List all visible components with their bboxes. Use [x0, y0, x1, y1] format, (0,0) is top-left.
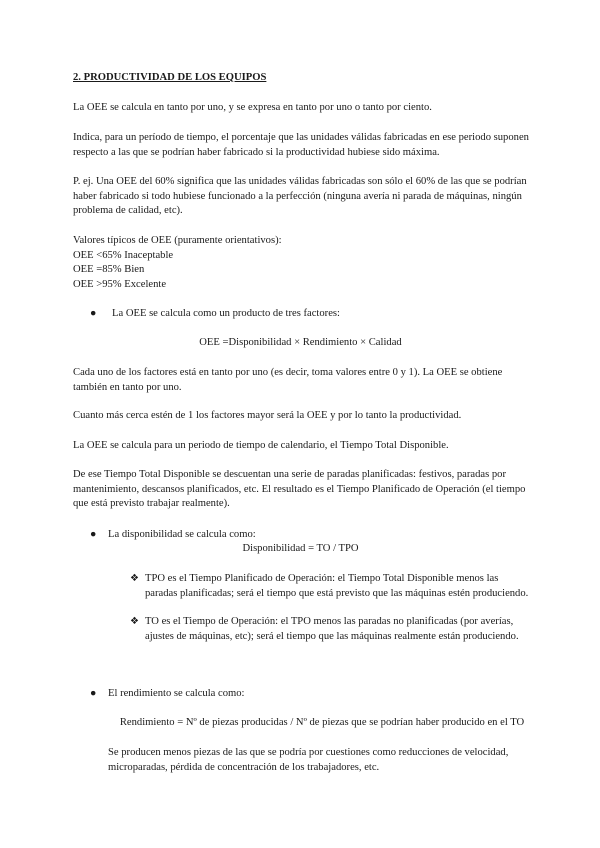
value-unacceptable: OEE <65% Inaceptable	[73, 249, 174, 261]
paragraph-example: P. ej. Una OEE del 60% significa que las unidades válidas fabricadas son sólo el 60% de las que se podrían haber fabricado si todo hubiese funcionado a la perfección (ninguna avería ni parada de máquinas, ningún problema de calidad, etc).	[73, 176, 527, 216]
paragraph-rendimiento: Se producen menos piezas de las que se podría por cuestiones como reducciones de velocidad, microparadas, pérdida de concentración de los trabajadores, etc.	[108, 747, 509, 773]
paragraph-periodo: La OEE se calcula para un periodo de tiempo de calendario, el Tiempo Total Disponible.	[73, 440, 449, 451]
diamond-bullet-icon: ❖	[130, 616, 139, 627]
sub-item-to-text: TO es el Tiempo de Operación: el TPO menos las paradas no planificadas (por averías, ajustes de máquinas, etc); será el tiempo que las máquinas realmente están produciendo.	[145, 616, 519, 642]
bullet-rendimiento-text: El rendimiento se calcula como:	[108, 688, 245, 699]
formula-rendimiento: Rendimiento = Nº de piezas producidas / Nº de piezas que se podrían haber producido en el TO	[119, 717, 525, 728]
value-excellent: OEE >95% Excelente	[73, 278, 167, 290]
formula-oee: OEE =Disponibilidad × Rendimiento × Calidad	[199, 337, 402, 348]
bullet-factores-text: La OEE se calcula como un producto de tres factores:	[112, 308, 340, 319]
bullet-icon: ●	[90, 529, 97, 540]
paragraph-cada: Cada uno de los factores está en tanto por uno (es decir, toma valores entre 0 y 1). La OEE se obtiene también en tanto por uno.	[73, 367, 503, 393]
typical-values-title: Valores típicos de OEE (puramente orientativos):	[73, 235, 282, 246]
formula-disponibilidad: Disponibilidad = TO / TPO	[242, 543, 359, 554]
section-heading: 2. PRODUCTIVIDAD DE LOS EQUIPOS	[73, 72, 267, 83]
paragraph-intro: La OEE se calcula en tanto por uno, y se expresa en tanto por uno o tanto por ciento.	[73, 102, 432, 113]
bullet-disponibilidad-text: La disponibilidad se calcula como:	[108, 529, 256, 540]
value-good: OEE =85% Bien	[73, 264, 145, 275]
diamond-bullet-icon: ❖	[130, 573, 139, 584]
typical-values	[73, 234, 533, 292]
bullet-icon: ●	[90, 688, 97, 699]
paragraph-de-ese: De ese Tiempo Total Disponible se descuentan una serie de paradas planificadas: festivos, paradas por mantenimiento, descansos planificados, etc. El resultado es el Tiempo Planificado de Operación (el tiempo que está previsto trabajar realmente).	[73, 469, 526, 509]
paragraph-indica: Indica, para un período de tiempo, el porcentaje que las unidades válidas fabricadas en ese periodo suponen respecto a las que se podrían haber fabricado si la productividad hubiese sido máxima.	[73, 132, 529, 158]
paragraph-cuanto: Cuanto más cerca estén de 1 los factores mayor será la OEE y por lo tanto la productividad.	[73, 410, 462, 421]
bullet-icon: ●	[90, 308, 97, 319]
sub-item-tpo-text: TPO es el Tiempo Planificado de Operación: el Tiempo Total Disponible menos las paradas planificadas; será el tiempo que está previsto que las máquinas estén produciendo.	[145, 573, 529, 599]
